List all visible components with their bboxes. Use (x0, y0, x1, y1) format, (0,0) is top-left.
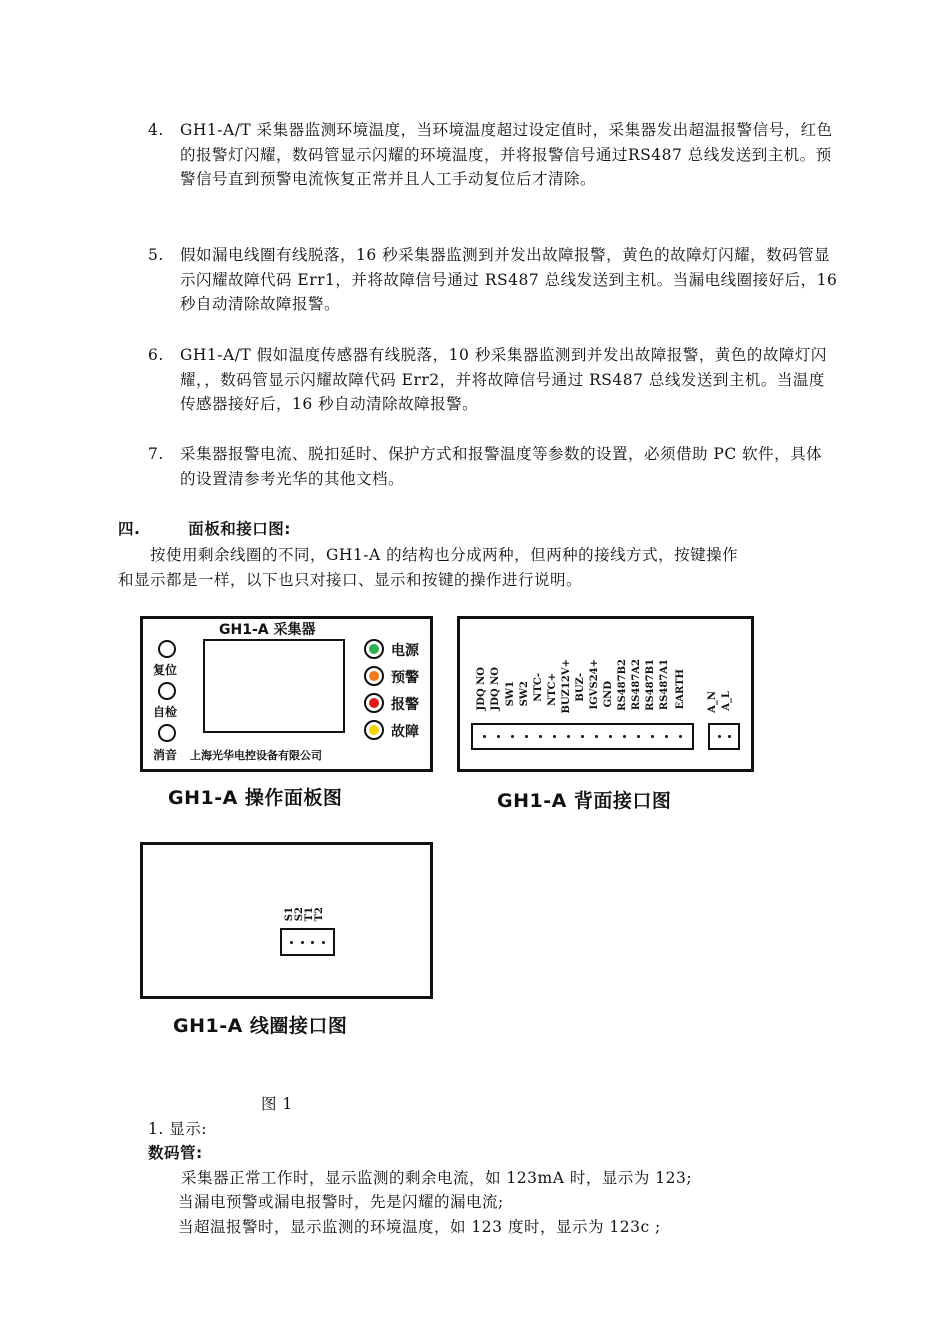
list-item-7 (148, 442, 838, 491)
item-number: 5. (148, 246, 164, 264)
item-text: GH1-A/T 采集器监测环境温度，当环境温度超过设定值时，采集器发出超温报警信号，红色的报警灯闪耀，数码管显示闪耀的环境温度，并将报警信号通过RS487 总线发送到主机。预警信号直到预警电流恢复正常并且人工手动复位后才清除。 (180, 121, 833, 188)
digital-display (203, 639, 345, 733)
terminal-label: SW1 (505, 681, 516, 707)
intro-line-2: 和显示都是一样，以下也只对接口、显示和按键的操作进行说明。 (118, 571, 583, 589)
item-number: 4. (148, 121, 164, 139)
terminal-label: RS487A2 (631, 659, 642, 711)
terminal-label: EARTH (675, 669, 686, 710)
coil-terminal-label: T1 (304, 907, 315, 922)
coil-interface-diagram (140, 842, 433, 999)
section-heading (118, 517, 291, 539)
operation-panel-caption: GH1-A 操作面板图 (168, 787, 343, 809)
power-label: 电源 (391, 643, 419, 659)
self-test-button (158, 682, 176, 700)
terminal-label: RS487B2 (617, 659, 628, 711)
aux-terminal-label: A_L (721, 691, 732, 711)
terminal-label: JDQ NO (476, 667, 487, 711)
panel-title: GH1-A 采集器 (216, 619, 318, 639)
alarm-label: 报警 (391, 697, 419, 713)
coil-terminal-block (280, 928, 335, 956)
terminal-label: NTC+ (547, 673, 558, 706)
main-terminal-block (471, 723, 694, 750)
fault-led-icon (364, 720, 384, 740)
coil-terminal-label: S2 (294, 907, 305, 922)
coil-terminal-label: T2 (314, 907, 325, 922)
coil-interface-caption: GH1-A 线圈接口图 (173, 1015, 348, 1037)
reset-button (158, 640, 176, 658)
item-number: 6. (148, 346, 164, 364)
mute-label: 消音 (153, 748, 178, 762)
item-number: 7. (148, 445, 164, 463)
display-heading: 1. 显示: (148, 1120, 207, 1138)
item-text: GH1-A/T 假如温度传感器有线脱落，10 秒采集器监测到并发出故障报警，黄色的故障灯闪耀，，数码管显示闪耀故障代码 Err2，并将故障信号通过 RS487 总线发送到主机。当温度传感器接好后，16 秒自动清除故障报警。 (180, 346, 827, 413)
terminal-label: JDQ NO (490, 667, 501, 711)
list-item-6 (148, 343, 838, 417)
item-text: 假如漏电线圈有线脱落，16 秒采集器监测到并发出故障报警，黄色的故障灯闪耀，数码管显示闪耀故障代码 Err1，并将故障信号通过 RS487 总线发送到主机。当漏电线圈接好后，16 秒自动清除故障报警。 (180, 246, 838, 313)
list-item-4 (148, 118, 838, 192)
alarm-led-icon (364, 693, 384, 713)
display-line-2: 当漏电预警或漏电报警时，先是闪耀的漏电流; (178, 1193, 504, 1211)
terminal-label: BUZ- (575, 673, 586, 702)
terminal-label: GND (603, 681, 614, 708)
power-terminal-block (708, 723, 740, 750)
warning-led-icon (364, 666, 384, 686)
company-name: 上海光华电控设备有限公司 (190, 749, 322, 762)
list-item-5 (148, 243, 838, 317)
section-title: 面板和接口图: (188, 520, 291, 538)
item-text: 采集器报警电流、脱扣延时、保护方式和报警温度等参数的设置，必须借助 PC 软件，具体的设置清参考光华的其他文档。 (180, 445, 823, 488)
digital-tube-heading: 数码管: (148, 1144, 203, 1162)
coil-terminal-label: S1 (284, 907, 295, 922)
figure-label: 图 1 (261, 1095, 293, 1113)
display-line-1: 采集器正常工作时，显示监测的剩余电流，如 123mA 时，显示为 123; (181, 1169, 693, 1187)
self-test-label: 自检 (153, 705, 178, 719)
terminal-label: RS487B1 (645, 659, 656, 711)
operation-panel-diagram (140, 616, 433, 772)
back-interface-caption: GH1-A 背面接口图 (497, 790, 672, 812)
mute-button (158, 724, 176, 742)
power-led-icon (364, 639, 384, 659)
intro-line-1: 按使用剩余线圈的不同，GH1-A 的结构也分成两种，但两种的接线方式，按键操作 (150, 546, 739, 564)
back-interface-diagram (457, 616, 754, 772)
aux-terminal-label: A_N (707, 691, 718, 713)
display-line-3: 当超温报警时，显示监测的环境温度，如 123 度时，显示为 123c ; (178, 1218, 661, 1236)
fault-label: 故障 (391, 724, 419, 740)
terminal-label: SW2 (519, 681, 530, 707)
terminal-label: BUZ12V+ (561, 659, 572, 714)
warning-label: 预警 (391, 670, 419, 686)
reset-label: 复位 (153, 663, 178, 677)
terminal-label: IGVS24+ (589, 659, 600, 710)
terminal-label: RS487A1 (659, 659, 670, 711)
section-number: 四. (118, 520, 141, 538)
terminal-label: NTC- (533, 673, 544, 702)
